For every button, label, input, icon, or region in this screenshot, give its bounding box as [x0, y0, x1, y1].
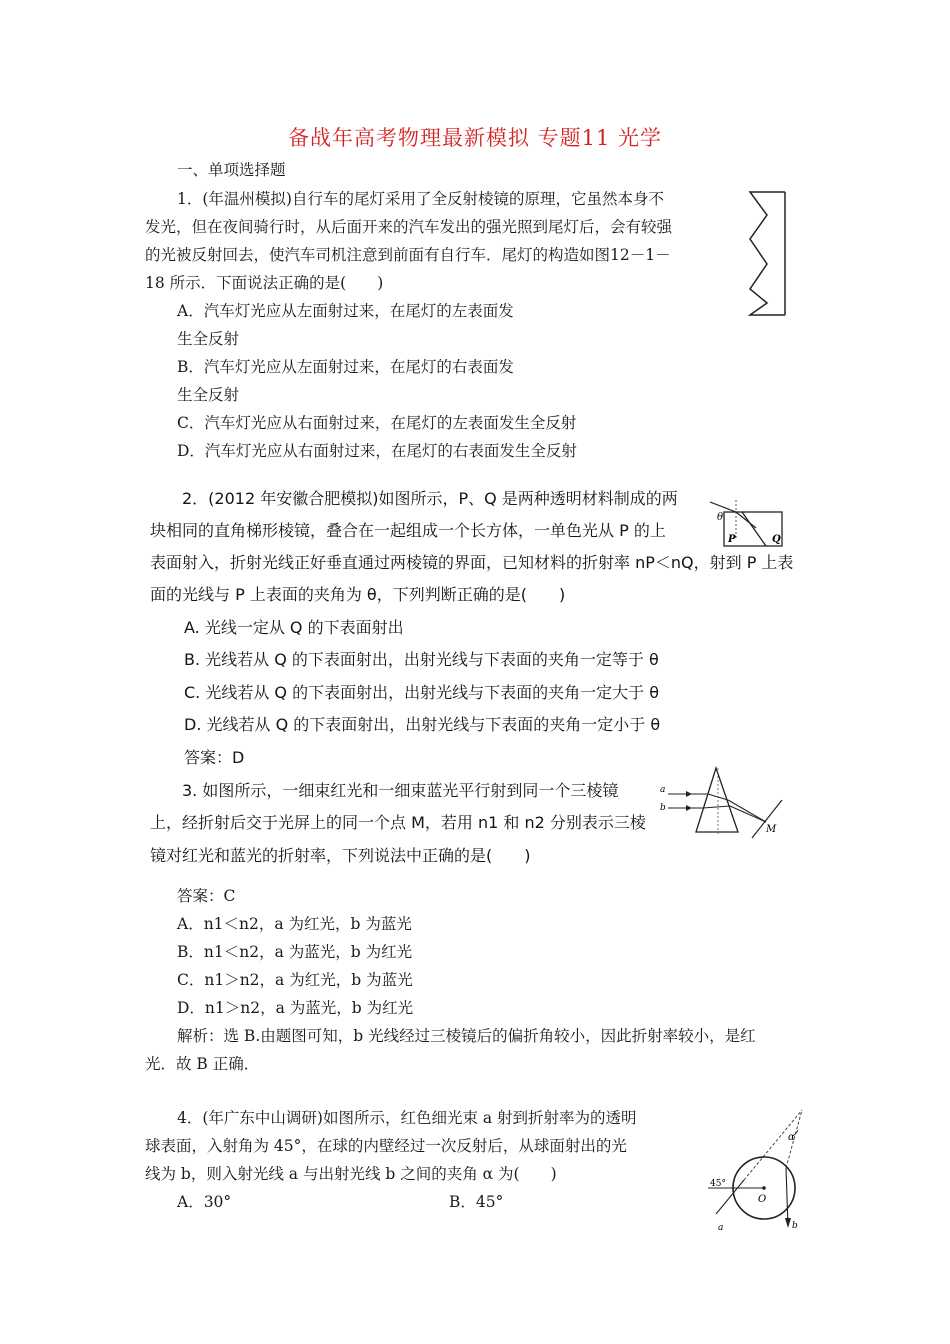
sphere-figure [706, 1106, 810, 1236]
q3-line-2: 上，经折射后交于光屏上的同一个点 M，若用 n1 和 n2 分别表示三棱 [150, 813, 646, 832]
q2-option-b: B. 光线若从 Q 的下表面射出，出射光线与下表面的夹角一定等于 θ [184, 650, 659, 669]
page-title: 备战年高考物理最新模拟 专题11 光学 [287, 126, 663, 150]
prism-q-label: Q [772, 534, 781, 545]
q1-line-2: 发光，但在夜间骑行时，从后面开来的汽车发出的强光照到尾灯后，会有较强 [145, 218, 673, 236]
q2-line-4: 面的光线与 P 上表面的夹角为 θ，下列判断正确的是( ) [150, 585, 566, 604]
prism-a-label: a [660, 785, 666, 795]
q3-analysis-2: 光．故 B 正确． [145, 1055, 260, 1073]
sphere-o-label: O [758, 1194, 767, 1205]
prism-b-label: b [660, 803, 666, 813]
q2-option-c: C. 光线若从 Q 的下表面射出，出射光线与下表面的夹角一定大于 θ [184, 683, 659, 702]
q1-option-a: A．汽车灯光应从左面射过来，在尾灯的左表面发 [177, 302, 514, 320]
sphere-angle-label: 45° [710, 1179, 726, 1189]
q2-option-d: D. 光线若从 Q 的下表面射出，出射光线与下表面的夹角一定小于 θ [184, 715, 661, 734]
q4-line-2: 球表面，入射角为 45°，在球的内壁经过一次反射后，从球面射出的光 [145, 1137, 627, 1155]
q1-line-1: 1．(年温州模拟)自行车的尾灯采用了全反射棱镜的原理，它虽然本身不 [177, 190, 664, 208]
sphere-a-label: a [718, 1223, 724, 1233]
q1-option-b: B．汽车灯光应从左面射过来，在尾灯的右表面发 [177, 358, 514, 376]
q1-option-a-cont: 生全反射 [177, 330, 240, 348]
q4-option-a: A．30° [177, 1193, 232, 1211]
q1-line-4: 18 所示．下面说法正确的是( ) [145, 274, 384, 292]
triangular-prism-figure [658, 764, 788, 840]
q2-line-3: 表面射入，折射光线正好垂直通过两棱镜的界面，已知材料的折射率 nP＜nQ，射到 P 上表 [150, 553, 794, 572]
q1-option-c: C．汽车灯光应从右面射过来，在尾灯的左表面发生全反射 [177, 414, 577, 432]
q3-option-b: B．n1＜n2，a 为蓝光，b 为红光 [177, 943, 413, 961]
prism-m-label: M [766, 824, 777, 835]
prism-p-label: P [728, 534, 736, 545]
q1-option-d: D．汽车灯光应从右面射过来，在尾灯的右表面发生全反射 [177, 442, 577, 460]
q2-option-a: A. 光线一定从 Q 的下表面射出 [184, 618, 404, 637]
q3-answer: 答案：C [177, 887, 236, 905]
section-heading: 一、单项选择题 [177, 161, 286, 179]
prism-theta-label: θ [717, 512, 724, 523]
prism-pq-figure [708, 498, 788, 550]
taillight-figure [744, 190, 788, 320]
q3-option-a: A．n1＜n2，a 为红光，b 为蓝光 [177, 915, 412, 933]
q4-line-3: 线为 b，则入射光线 a 与出射光线 b 之间的夹角 α 为( ) [145, 1165, 557, 1183]
q4-line-1: 4．(年广东中山调研)如图所示，红色细光束 a 射到折射率为的透明 [177, 1109, 637, 1127]
q1-line-3: 的光被反射回去，使汽车司机注意到前面有自行车．尾灯的构造如图12－1－ [145, 246, 671, 264]
q3-analysis-1: 解析：选 B.由题图可知，b 光线经过三棱镜后的偏折角较小，因此折射率较小，是红 [177, 1027, 756, 1045]
q3-line-1: 3. 如图所示，一细束红光和一细束蓝光平行射到同一个三棱镜 [182, 781, 619, 800]
q2-line-1: 2．(2012 年安徽合肥模拟)如图所示，P、Q 是两种透明材料制成的两 [182, 489, 678, 508]
q3-option-d: D．n1＞n2，a 为蓝光，b 为红光 [177, 999, 414, 1017]
q1-option-b-cont: 生全反射 [177, 386, 240, 404]
sphere-alpha-label: α [788, 1132, 795, 1143]
q4-option-b: B．45° [449, 1193, 504, 1211]
q2-answer: 答案：D [184, 748, 245, 767]
q3-line-3: 镜对红光和蓝光的折射率，下列说法中正确的是( ) [150, 846, 531, 865]
q2-line-2: 块相同的直角梯形棱镜，叠合在一起组成一个长方体，一单色光从 P 的上 [150, 521, 666, 540]
sphere-b-label: b [792, 1221, 798, 1231]
q3-option-c: C．n1＞n2，a 为红光，b 为蓝光 [177, 971, 413, 989]
